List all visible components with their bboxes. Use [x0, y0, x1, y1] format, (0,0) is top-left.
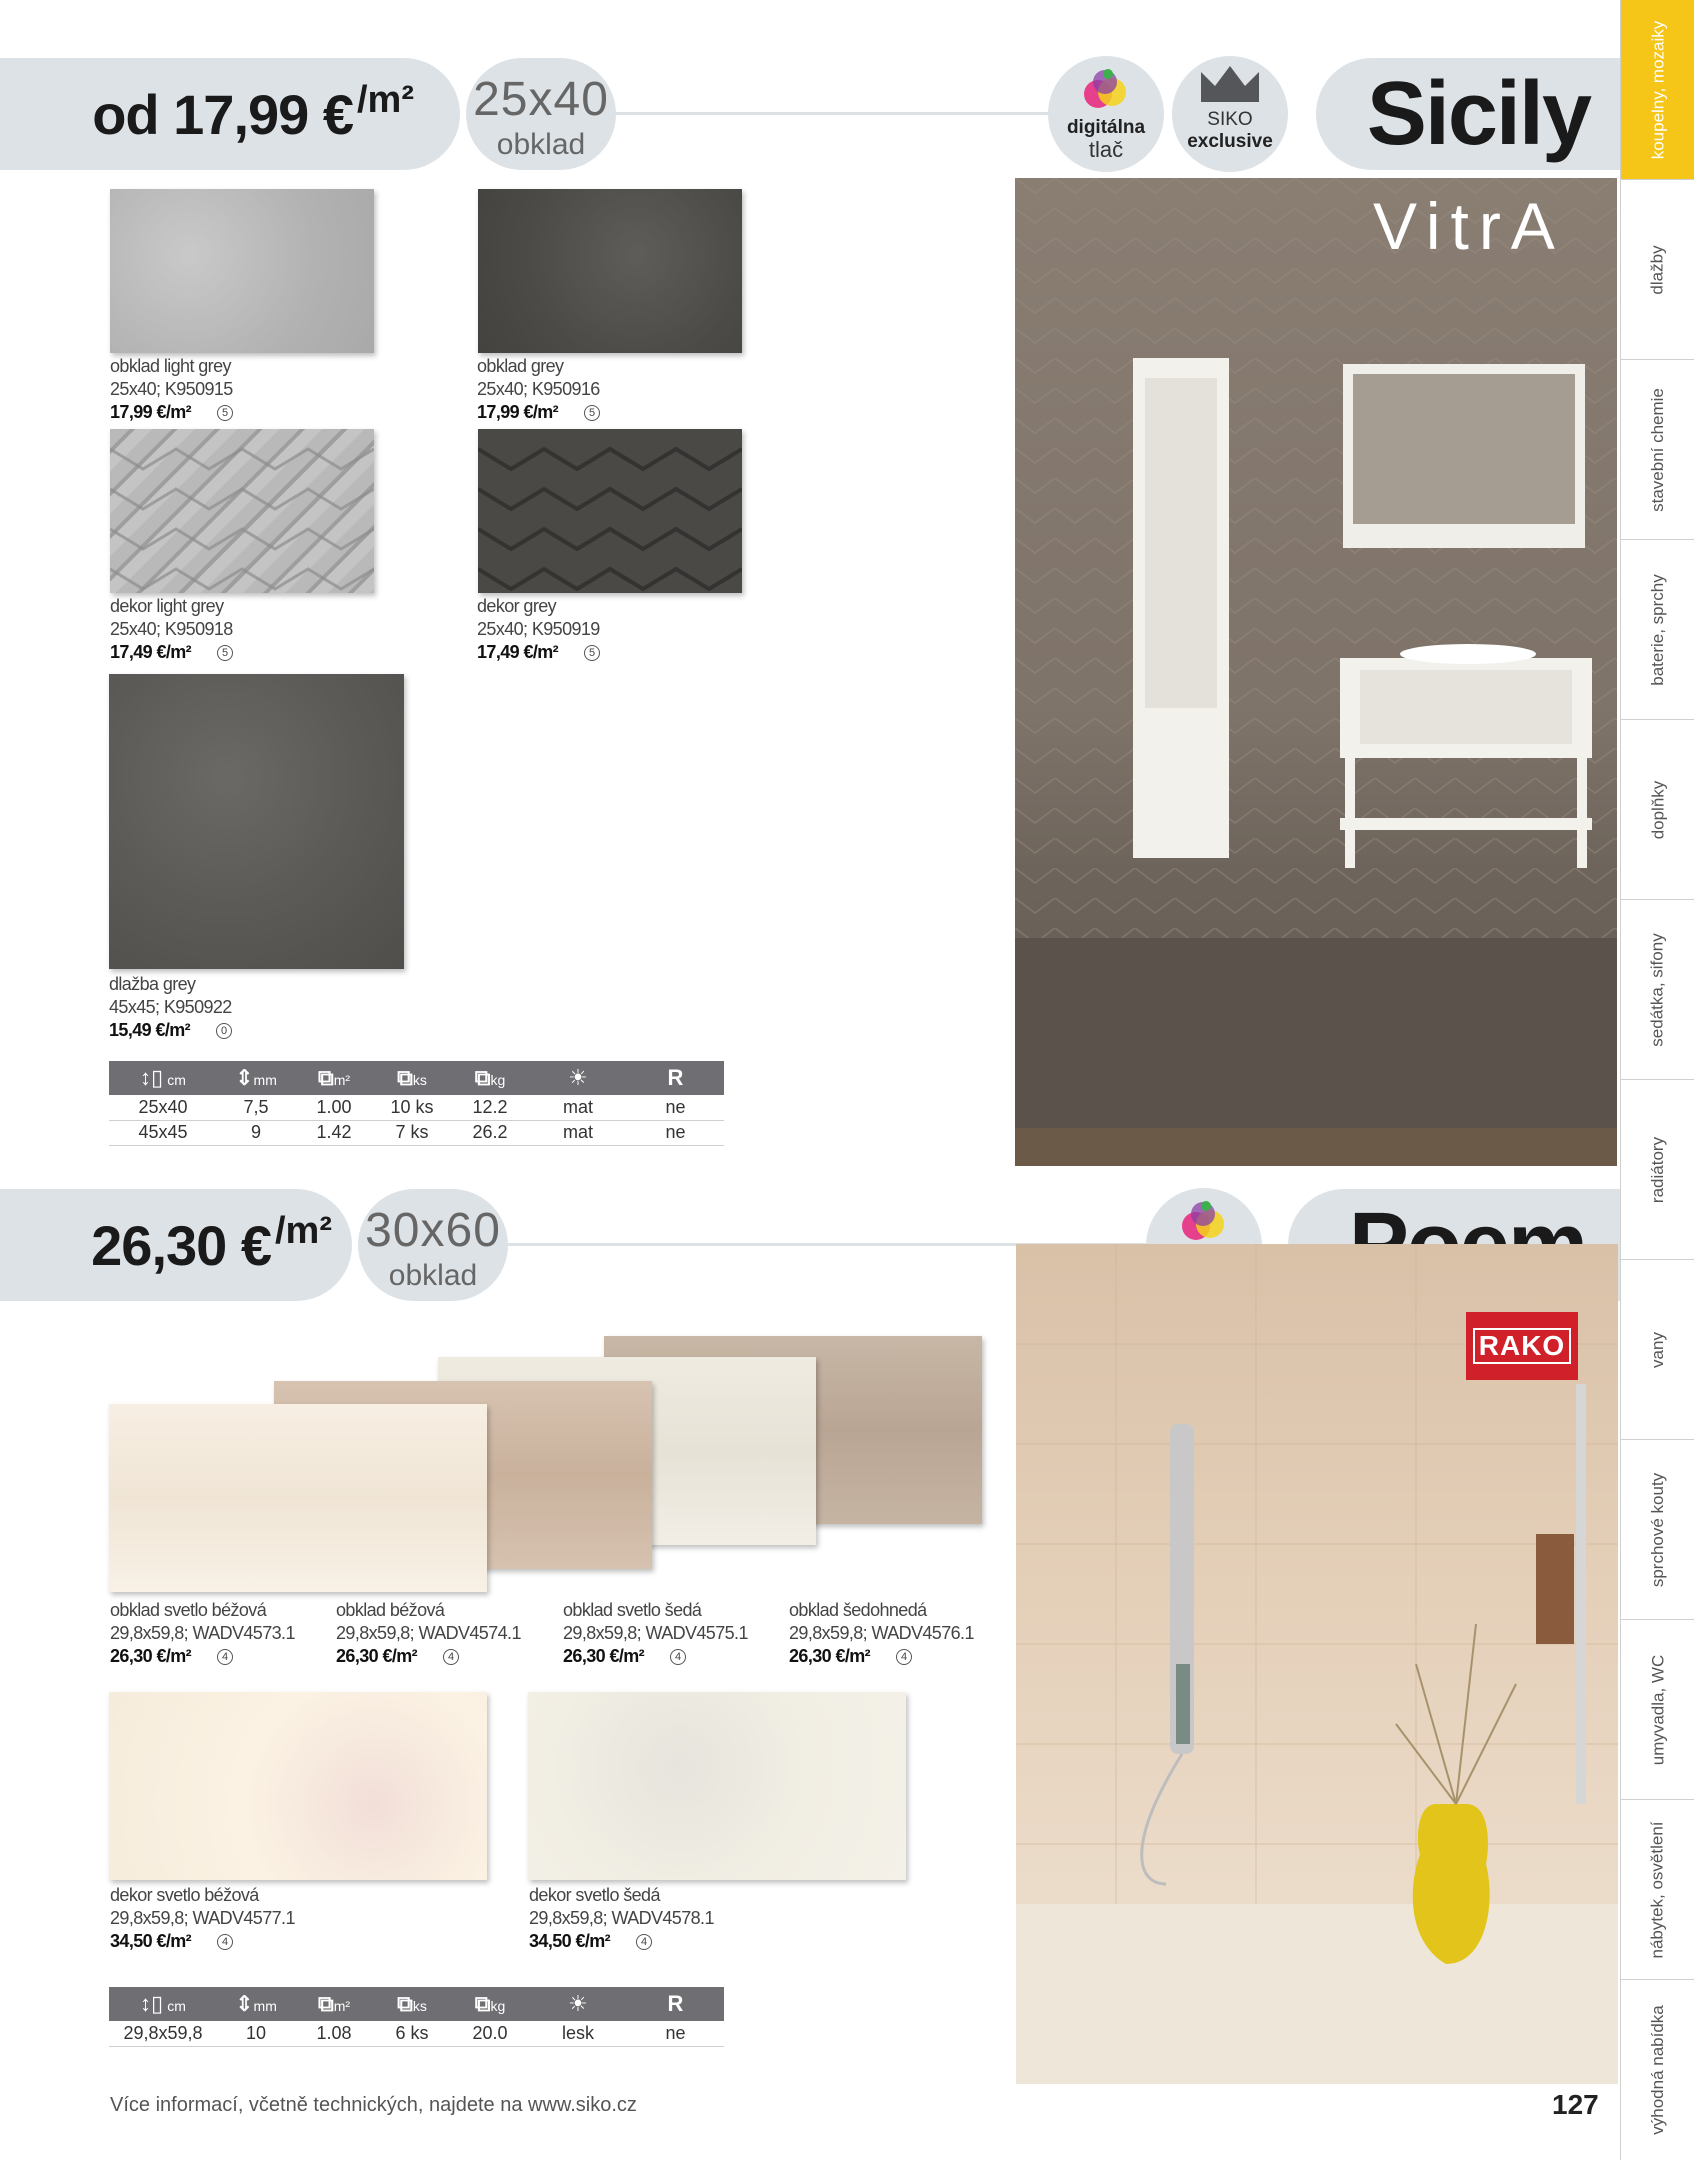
cell: 12.2	[451, 1095, 529, 1120]
sidebar-item-label: umyvadla, WC	[1648, 1654, 1667, 1765]
size-column-header: ↕▯ cm	[109, 1987, 217, 2021]
wear-class-icon: 5	[584, 645, 600, 661]
rako-brand-logo	[1466, 1312, 1578, 1380]
area-column-header: ⧉m²	[295, 1061, 373, 1095]
poem-spec-table	[109, 1987, 724, 2047]
sicily-price-pill	[0, 58, 460, 170]
wear-class-icon: 5	[217, 405, 233, 421]
sicily-badge-print-line2: tlač	[1088, 137, 1124, 162]
caption-price: 26,30 €/m²	[563, 1646, 645, 1666]
size-icon: ↕▯	[140, 1065, 164, 1090]
cell: ne	[627, 1120, 724, 1145]
crown-icon	[1197, 64, 1263, 106]
sidebar-item-label: výhodná nabídka	[1648, 2005, 1667, 2135]
caption-poem-decor-light-beige	[110, 1884, 295, 1953]
caption-label: dekor svetlo béžová	[110, 1885, 259, 1905]
sicily-price: od 17,99 €	[92, 82, 353, 146]
rako-logo-text: RAKO	[1473, 1328, 1571, 1364]
caption-price: 34,50 €/m²	[529, 1931, 611, 1951]
caption-label: dlažba grey	[109, 974, 196, 994]
cell: 1.00	[295, 1095, 373, 1120]
cell: 7 ks	[373, 1120, 451, 1145]
tile-sicily-grey	[478, 189, 742, 353]
caption-label: dekor light grey	[110, 596, 224, 616]
sidebar-item-label: sedátka, sifony	[1648, 932, 1667, 1047]
cell: ne	[627, 2021, 724, 2046]
surface-column-header	[529, 1061, 627, 1095]
digital-print-icon	[1176, 1194, 1232, 1250]
caption-poem-decor-light-grey	[529, 1884, 714, 1953]
sidebar-item-tiles-mosaics[interactable]	[1621, 0, 1694, 180]
caption-sicily-floor-grey	[109, 973, 232, 1042]
pieces-column-header: ⧉ks	[373, 1987, 451, 2021]
surface-icon: ☀	[568, 1065, 588, 1090]
tile-sicily-decor-light-grey	[110, 429, 374, 593]
caption-price: 26,30 €/m²	[110, 1646, 192, 1666]
caption-poem-light-grey	[563, 1599, 748, 1668]
cell: 26.2	[451, 1120, 529, 1145]
caption-code: 29,8x59,8; WADV4576.1	[789, 1623, 974, 1643]
caption-code: 29,8x59,8; WADV4574.1	[336, 1623, 521, 1643]
wear-class-icon: 4	[670, 1649, 686, 1665]
sidebar-item-label: dlažby	[1647, 244, 1667, 295]
caption-poem-beige	[336, 1599, 521, 1668]
chevron-pattern	[110, 429, 374, 593]
box-icon: ⧉	[317, 1991, 334, 2016]
wear-class-icon: 4	[443, 1649, 459, 1665]
sicily-badge-print-line1: digitálna	[1066, 117, 1146, 138]
box-icon: ⧉	[397, 1991, 413, 2016]
size-column-header: ↕▯ cm	[109, 1061, 217, 1095]
thickness-column-header: ⇕mm	[217, 1061, 295, 1095]
sidebar-item-bathtubs[interactable]	[1621, 1260, 1694, 1440]
category-sidebar	[1620, 0, 1694, 2160]
cell: mat	[529, 1095, 627, 1120]
spec-header-row	[109, 1987, 724, 2021]
caption-label: obklad grey	[477, 356, 564, 376]
slip-resistance-icon: R	[667, 1065, 684, 1090]
sidebar-item-radiators[interactable]	[1621, 1080, 1694, 1260]
cell: ne	[627, 1095, 724, 1120]
caption-price: 17,99 €/m²	[477, 402, 559, 422]
cell: 7,5	[217, 1095, 295, 1120]
bathroom-illustration	[1015, 178, 1617, 1166]
tile-poem-light-beige	[109, 1404, 487, 1592]
caption-price: 26,30 €/m²	[336, 1646, 418, 1666]
cell: 29,8x59,8	[109, 2021, 217, 2046]
caption-sicily-decor-light-grey	[110, 595, 233, 664]
footer-note: Více informací, včetně technických, najdete na www.siko.cz	[110, 2094, 637, 2116]
caption-label: obklad béžová	[336, 1600, 445, 1620]
cell: 10	[217, 2021, 295, 2046]
caption-price: 17,99 €/m²	[110, 402, 192, 422]
sidebar-item-label: radiátory	[1647, 1136, 1667, 1203]
cell: mat	[529, 1120, 627, 1145]
poem-bathroom-photo	[1016, 1244, 1618, 2084]
box-icon: ⧉	[474, 1991, 491, 2016]
sidebar-item-furniture-lighting[interactable]	[1621, 1800, 1694, 1980]
cell: 25x40	[109, 1095, 217, 1120]
caption-code: 25x40; K950919	[477, 619, 600, 639]
thickness-column-header: ⇕mm	[217, 1987, 295, 2021]
caption-label: dekor svetlo šedá	[529, 1885, 660, 1905]
surface-column-header	[529, 1987, 627, 2021]
box-icon: ⧉	[474, 1065, 491, 1090]
cell: 1.42	[295, 1120, 373, 1145]
weight-column-header: ⧉kg	[451, 1061, 529, 1095]
caption-sicily-decor-grey	[477, 595, 600, 664]
sicily-name-pill	[1316, 58, 1620, 170]
sicily-format-size: 25x40	[473, 73, 609, 126]
tile-poem-decor-light-grey	[528, 1692, 906, 1880]
sidebar-item-label: vany	[1647, 1331, 1667, 1368]
tile-poem-decor-light-beige	[109, 1692, 487, 1880]
slip-column-header	[627, 1987, 724, 2021]
siko-badge-line1: SIKO	[1207, 109, 1253, 130]
sidebar-item-shower-enclosures[interactable]	[1621, 1440, 1694, 1620]
slip-resistance-icon: R	[667, 1991, 684, 2016]
caption-code: 45x45; K950922	[109, 997, 232, 1017]
sidebar-item-seats-siphons[interactable]	[1621, 900, 1694, 1080]
caption-price: 17,49 €/m²	[110, 642, 192, 662]
box-icon: ⧉	[397, 1065, 413, 1090]
caption-code: 29,8x59,8; WADV4577.1	[110, 1908, 295, 1928]
wear-class-icon: 4	[217, 1934, 233, 1950]
wear-class-icon: 5	[217, 645, 233, 661]
sidebar-item-special-offer[interactable]	[1621, 1980, 1694, 2160]
sidebar-item-washbasins-wc[interactable]	[1621, 1620, 1694, 1800]
digital-print-icon	[1078, 62, 1134, 118]
vitra-brand-logo: VitrA	[1373, 189, 1565, 263]
caption-sicily-light-grey	[110, 355, 233, 424]
sidebar-item-label: koupelny, mozaiky	[1648, 20, 1667, 159]
sidebar-item-floor-tiles[interactable]	[1621, 180, 1694, 360]
cell: 1.08	[295, 2021, 373, 2046]
table-row	[109, 2021, 724, 2046]
caption-code: 25x40; K950915	[110, 379, 233, 399]
sidebar-item-label: nábytek, osvětlení	[1648, 1820, 1667, 1959]
spec-header-row	[109, 1061, 724, 1095]
caption-label: obklad šedohnedá	[789, 1600, 927, 1620]
wear-class-icon: 4	[217, 1649, 233, 1665]
caption-poem-light-beige	[110, 1599, 295, 1668]
tile-sicily-light-grey	[110, 189, 374, 353]
weight-column-header: ⧉kg	[451, 1987, 529, 2021]
sicily-format-pill	[466, 58, 616, 170]
page-number: 127	[1552, 2089, 1599, 2120]
tile-sicily-decor-grey	[478, 429, 742, 593]
chevron-pattern	[478, 429, 742, 593]
poem-price: 26,30 €	[91, 1213, 271, 1277]
sicily-header-line	[600, 112, 1090, 115]
caption-sicily-grey	[477, 355, 600, 424]
tile-sicily-floor-grey	[109, 674, 404, 969]
siko-badge-line2: exclusive	[1187, 131, 1273, 152]
wear-class-icon: 4	[896, 1649, 912, 1665]
size-icon: ↕▯	[140, 1991, 164, 2016]
cell: 6 ks	[373, 2021, 451, 2046]
sicily-name: Sicily	[1366, 63, 1590, 164]
poem-format-size: 30x60	[365, 1204, 501, 1257]
caption-code: 29,8x59,8; WADV4578.1	[529, 1908, 714, 1928]
poem-format-type: obklad	[388, 1259, 478, 1292]
sicily-spec-table	[109, 1061, 724, 1146]
sidebar-item-construction-chemicals[interactable]	[1621, 360, 1694, 540]
poem-price-unit: /m²	[275, 1209, 332, 1252]
caption-label: obklad svetlo šedá	[563, 1600, 702, 1620]
sicily-format-type: obklad	[496, 128, 586, 161]
caption-price: 15,49 €/m²	[109, 1020, 191, 1040]
cell: 10 ks	[373, 1095, 451, 1120]
poem-price-pill	[0, 1189, 352, 1301]
cell: 9	[217, 1120, 295, 1145]
sicily-bathroom-photo	[1015, 178, 1617, 1166]
cell: 20.0	[451, 2021, 529, 2046]
caption-label: obklad light grey	[110, 356, 231, 376]
caption-price: 34,50 €/m²	[110, 1931, 192, 1951]
caption-label: obklad svetlo béžová	[110, 1600, 267, 1620]
caption-label: dekor grey	[477, 596, 557, 616]
sicily-digital-print-badge	[1048, 56, 1164, 172]
sidebar-item-accessories[interactable]	[1621, 720, 1694, 900]
caption-price: 26,30 €/m²	[789, 1646, 871, 1666]
caption-code: 29,8x59,8; WADV4575.1	[563, 1623, 748, 1643]
siko-exclusive-badge	[1172, 56, 1288, 172]
caption-code: 25x40; K950918	[110, 619, 233, 639]
sidebar-item-label: sprchové kouty	[1648, 1472, 1667, 1587]
poem-format-pill	[358, 1189, 508, 1301]
caption-price: 17,49 €/m²	[477, 642, 559, 662]
pieces-column-header: ⧉ks	[373, 1061, 451, 1095]
box-icon: ⧉	[317, 1065, 334, 1090]
sidebar-item-label: baterie, sprchy	[1648, 573, 1667, 686]
caption-code: 29,8x59,8; WADV4573.1	[110, 1623, 295, 1643]
wear-class-icon: 0	[216, 1023, 232, 1039]
slip-column-header	[627, 1061, 724, 1095]
cell: lesk	[529, 2021, 627, 2046]
wear-class-icon: 5	[584, 405, 600, 421]
table-row	[109, 1095, 724, 1120]
cell: 45x45	[109, 1120, 217, 1145]
sidebar-item-label: doplňky	[1647, 780, 1667, 839]
surface-icon: ☀	[568, 1991, 588, 2016]
area-column-header: ⧉m²	[295, 1987, 373, 2021]
sidebar-item-label: stavební chemie	[1648, 387, 1668, 512]
sidebar-item-faucets-showers[interactable]	[1621, 540, 1694, 720]
thickness-icon: ⇕	[235, 1065, 254, 1090]
table-row	[109, 1120, 724, 1145]
caption-poem-grey-brown	[789, 1599, 974, 1668]
sicily-price-unit: /m²	[357, 78, 414, 121]
caption-code: 25x40; K950916	[477, 379, 600, 399]
thickness-icon: ⇕	[235, 1991, 254, 2016]
wear-class-icon: 4	[636, 1934, 652, 1950]
